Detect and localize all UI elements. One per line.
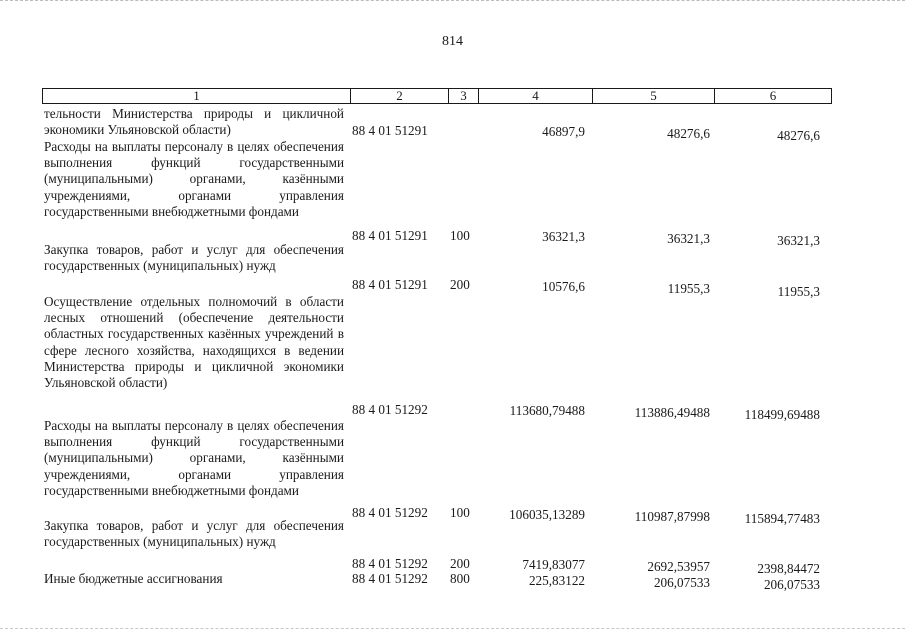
row-value-col6: 115894,77483 [744,511,820,526]
row-description: Закупка товаров, работ и услуг для обеспечения государственных (муниципальных) нужд [44,242,344,274]
row-value-col6: 118499,69488 [744,407,820,422]
row-value-col4: 36321,3 [542,229,585,244]
row-expense-type: 800 [450,571,470,586]
page-number: 814 [442,34,463,49]
row-value-col6: 11955,3 [777,284,820,299]
row-value-col6: 48276,6 [777,128,820,143]
row-description: Расходы на выплаты персоналу в целях обеспечения выполнения функций государственными (муниципальными) органами, казёнными учреждениями, органами управления государственными внебюджетными фондами [44,418,344,498]
row-value-col5: 113886,49488 [634,405,710,420]
row-target-code: 88 4 01 51292 [352,505,428,520]
row-value-col4: 106035,13289 [509,507,585,522]
row-target-code: 88 4 01 51291 [352,228,428,243]
row-expense-type: 200 [450,277,470,292]
header-col-6: 6 [769,88,777,103]
row-value-col4: 7419,83077 [522,557,585,572]
row-description: Иные бюджетные ассигнования [44,571,223,586]
row-description: Осуществление отдельных полномочий в области лесных отношений (обеспечение деятельности областных государственных казённых учреждений в сфере лесного хозяйства, находящихся в ведении Министерства природы и цикличной экономики Ульяновской области) [44,294,344,391]
row-value-col5: 2692,53957 [647,559,710,574]
header-col-5: 5 [593,89,715,103]
row-value-col4: 46897,9 [542,124,585,139]
header-col-1: 1 [43,89,351,103]
row-expense-type: 200 [450,556,470,571]
header-col-2: 2 [351,89,449,103]
row-target-code: 88 4 01 51292 [352,402,428,417]
table-header [42,88,832,104]
row-description: Расходы на выплаты персоналу в целях обеспечения выполнения функций государственными (муниципальными) органами, казёнными учреждениями, органами управления государственными внебюджетными фондами [44,139,344,219]
row-value-col6: 36321,3 [777,233,820,248]
row-description: тельности Министерства природы и цикличной экономики Ульяновской области) [44,106,344,138]
row-value-col5: 206,07533 [653,575,710,590]
row-expense-type: 100 [450,505,470,520]
header-col-4: 4 [479,89,593,103]
row-value-col4: 10576,6 [542,279,585,294]
row-target-code: 88 4 01 51291 [352,123,428,138]
row-value-col5: 36321,3 [667,231,710,246]
bottom-scan-margin [0,628,905,639]
row-description: Закупка товаров, работ и услуг для обеспечения государственных (муниципальных) нужд [44,518,344,550]
row-target-code: 88 4 01 51292 [352,571,428,586]
top-scan-margin [0,0,905,15]
row-value-col5: 11955,3 [667,281,710,296]
row-target-code: 88 4 01 51292 [352,556,428,571]
row-expense-type: 100 [450,228,470,243]
row-value-col6: 2398,84472 [757,561,820,576]
row-value-col5: 48276,6 [667,126,710,141]
header-col-3: 3 [449,89,479,103]
row-value-col6: 206,07533 [763,577,820,592]
row-value-col4: 113680,79488 [509,403,585,418]
row-value-col4: 225,83122 [528,573,585,588]
row-value-col5: 110987,87998 [634,509,710,524]
row-target-code: 88 4 01 51291 [352,277,428,292]
